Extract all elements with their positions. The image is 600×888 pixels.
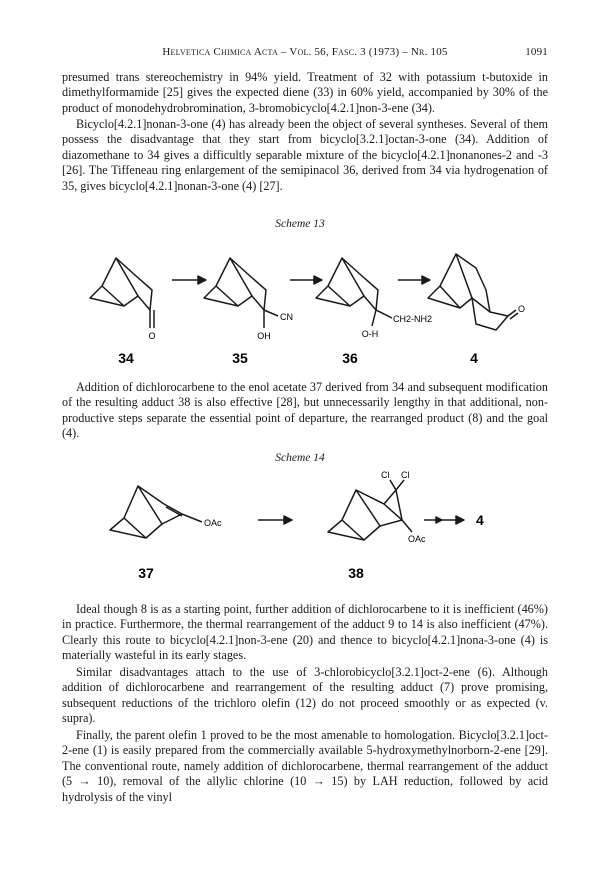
compound-label-34: 34 (118, 350, 134, 366)
atom-oac-37: OAc (204, 518, 222, 528)
scheme-13 (80, 236, 530, 366)
paragraph-6 (62, 728, 548, 805)
journal-title: Helvetica Chimica Acta – Vol. 56, Fasc. 3 (1973) – Nr. 105 (162, 46, 448, 58)
molecule-38 (328, 480, 412, 540)
running-header (62, 46, 548, 62)
product-label-4: 4 (476, 512, 484, 528)
scheme-14 (90, 468, 520, 584)
paragraph-3-text: Addition of dichlorocarbene to the enol acetate 37 derived from 34 and subsequent modification of the resulting adduct 38 is also effective [28], but unnecessarily lengthy in that additional, non-productive steps separate the essential point of departure, the rearranged product (8) and the goal (4). (62, 380, 548, 441)
compound-label-36: 36 (342, 350, 358, 366)
compound-label-38: 38 (348, 565, 364, 581)
atom-o-4: O (518, 304, 526, 314)
reaction-arrow-1 (172, 276, 206, 284)
molecule-36 (316, 258, 392, 326)
atom-oh-36: O-H (361, 329, 379, 339)
paragraph-4 (62, 602, 548, 664)
paragraph-5 (62, 665, 548, 727)
compound-label-37: 37 (138, 565, 154, 581)
atom-oac-38: OAc (408, 534, 426, 544)
paragraph-3 (62, 380, 548, 442)
atom-ch2nh2-36: CH2-NH2 (393, 314, 433, 324)
compound-label-35: 35 (232, 350, 248, 366)
paragraph-2-text: Bicyclo[4.2.1]nonan-3-one (4) has already been the object of several syntheses. Several of them possess the disadvantage that they start from bicyclo[3.2.1]octan-3-one (34). Addition of diazomethane to 34 gives a difficultly separable mixture of the bicyclo[4.2.1]nonanones-2 and -3 [26]. The Tiffeneau ring enlargement of the semipinacol 36, derived from 34 via hydrogenation of 35, gives bicyclo[4.2.1]nonan-3-one (4) [27]. (62, 117, 548, 193)
molecule-37 (110, 486, 202, 538)
reaction-arrow-4 (258, 516, 292, 524)
atom-cn-35: CN (280, 312, 293, 322)
reaction-arrow-5 (424, 516, 464, 524)
molecule-35 (204, 258, 278, 328)
paragraph-4-text: Ideal though 8 is as a starting point, further addition of dichlorocarbene to it is inefficient (46%) in practice. Furthermore, the thermal rearrangement of the adduct 9 to 14 is also inefficient (47%). Clearly this route to bicyclo[4.2.1]non-3-ene (20) and thence to bicyclo[4.2.1]nona-3-one (4) is materially wasteful in its early stages. (62, 602, 548, 663)
paragraph-1 (62, 70, 548, 116)
molecule-34 (90, 258, 154, 328)
atom-o-34: O (148, 331, 156, 341)
reaction-arrow-3 (398, 276, 430, 284)
paragraph-5-text: Similar disadvantages attach to the use of 3-chlorobicyclo[3.2.1]oct-2-ene (6). Although addition of dichlorocarbene and rearrangement of the resulting adduct (7) prove promising, subsequent reductions of the trichloro olefin (12) do not proceed smoothly or as expected (v. supra). (62, 665, 548, 726)
scheme-14-caption: Scheme 14 (275, 452, 325, 464)
atom-oh-35: OH (257, 331, 271, 341)
scheme-13-caption: Scheme 13 (275, 218, 325, 230)
page-number: 1091 (525, 46, 548, 58)
paragraph-1-text: presumed trans stereochemistry in 94% yield. Treatment of 32 with potassium t-butoxide in dimethylformamide [25] gives the expected diene (33) in 60% yield, accompanied by 30% of the product of monodehydrobromination, 3-bromobicyclo[4.2.1]non-3-ene (34). (62, 70, 548, 115)
paragraph-2 (62, 117, 548, 194)
atom-cl-1: Cl (381, 470, 390, 480)
atom-cl-2: Cl (401, 470, 410, 480)
paragraph-6-text: Finally, the parent olefin 1 proved to be the most amenable to homologation. Bicyclo[3.2.1]oct-2-ene (1) is easily prepared from the commercially available 5-hydroxymethylnorborn-2-ene [29]. The conventional route, namely addition of dichlorocarbene, thermal rearrangement of the adduct (5 → 10), removal of the allylic chlorine (10 → 15) by LAH reduction, followed by acid hydrolysis of the vinyl (62, 728, 548, 804)
compound-label-4: 4 (470, 350, 478, 366)
molecule-4 (428, 254, 518, 330)
reaction-arrow-2 (290, 276, 322, 284)
